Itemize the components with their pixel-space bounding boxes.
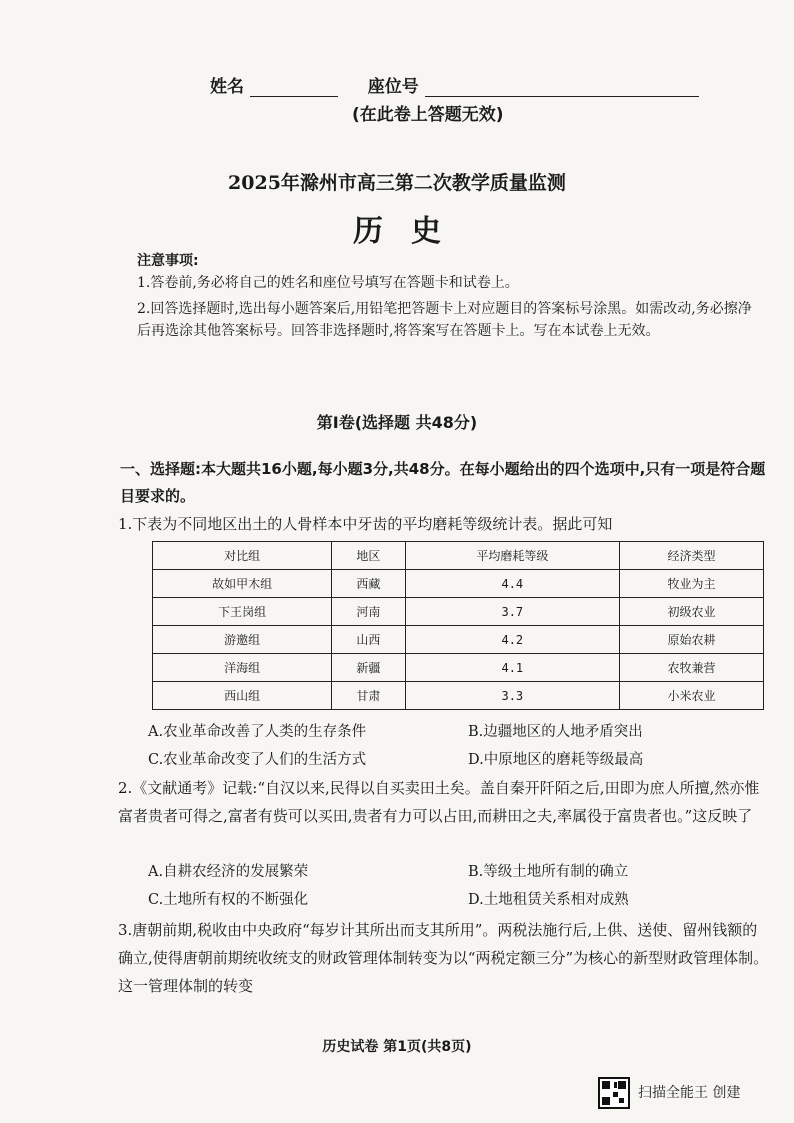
table-header-cell: 平均磨耗等级 <box>405 542 619 570</box>
notice-heading: 注意事项: <box>137 253 199 269</box>
q3-stem: 3.唐朝前期,税收由中央政府“每岁计其所出而支其所用”。两税法施行后,上供、送使、留州钱额的确立,使得唐朝前期统收统支的财政管理体制转变为以“两税定额三分”为核心的新型财政管理体制。这一管理体制的转变 <box>118 921 769 995</box>
table-cell: 西藏 <box>332 570 405 598</box>
table-cell: 4.4 <box>405 570 619 598</box>
table-cell: 农牧兼营 <box>620 654 764 682</box>
q1-option-b: B.边疆地区的人地矛盾突出 <box>468 724 643 740</box>
q1-option-a: A.农业革命改善了人类的生存条件 <box>148 724 367 740</box>
section-title: 第Ⅰ卷(选择题 共48分) <box>316 413 478 432</box>
table-cell: 3.3 <box>405 682 619 710</box>
student-info-line <box>210 72 699 97</box>
q2-option-a: A.自耕农经济的发展繁荣 <box>148 864 309 880</box>
seat-blank <box>425 78 699 97</box>
table-cell: 小米农业 <box>620 682 764 710</box>
q2-option-c: C.土地所有权的不断强化 <box>148 892 309 908</box>
exam-title: 2025年滁州市高三第二次教学质量监测 <box>228 172 566 194</box>
seat-label: 座位号 <box>367 77 419 97</box>
table-row <box>153 570 764 598</box>
invalid-note: (在此卷上答题无效) <box>352 105 504 125</box>
notice-item-2: 2.回答选择题时,选出每小题答案后,用铅笔把答题卡上对应题目的答案标号涂黑。如需改动,务必擦净后再选涂其他答案标号。回答非选择题时,将答案写在答题卡上。写在本试卷上无效。 <box>137 301 752 339</box>
q2-stem: 2.《文献通考》记载:“自汉以来,民得以自买卖田土矣。盖自秦开阡陌之后,田即为庶人所擅,然亦惟富者贵者可得之,富者有赀可以买田,贵者有力可以占田,而耕田之夫,率属役于富贵者也。”这反映了 <box>118 779 760 825</box>
table-row <box>153 682 764 710</box>
q1-table <box>152 541 764 710</box>
table-cell: 甘肃 <box>332 682 405 710</box>
table-cell: 山西 <box>332 626 405 654</box>
q1-option-c: C.农业革命改变了人们的生活方式 <box>148 752 367 768</box>
table-cell: 下王岗组 <box>153 598 332 626</box>
notice-item-1: 1.答卷前,务必将自己的姓名和座位号填写在答题卡和试卷上。 <box>137 275 519 291</box>
table-header-row <box>153 542 764 570</box>
table-cell: 4.2 <box>405 626 619 654</box>
subject-title: 历史 <box>353 214 469 249</box>
table-cell: 洋海组 <box>153 654 332 682</box>
table-cell: 新疆 <box>332 654 405 682</box>
q2-option-b: B.等级土地所有制的确立 <box>468 864 629 880</box>
scanner-watermark: 扫描全能王 创建 <box>638 1085 741 1101</box>
page-footer: 历史试卷 第1页(共8页) <box>322 1039 472 1055</box>
table-row <box>153 598 764 626</box>
table-cell: 4.1 <box>405 654 619 682</box>
table-cell: 河南 <box>332 598 405 626</box>
table-row <box>153 626 764 654</box>
section-intro: 一、选择题:本大题共16小题,每小题3分,共48分。在每小题给出的四个选项中,只有一项是符合题目要求的。 <box>120 460 766 505</box>
table-cell: 初级农业 <box>620 598 764 626</box>
table-cell: 故如甲木组 <box>153 570 332 598</box>
table-cell: 牧业为主 <box>620 570 764 598</box>
table-header-cell: 对比组 <box>153 542 332 570</box>
q1-option-d: D.中原地区的磨耗等级最高 <box>468 752 644 768</box>
table-cell: 西山组 <box>153 682 332 710</box>
name-blank <box>250 78 338 97</box>
table-cell: 3.7 <box>405 598 619 626</box>
table-header-cell: 经济类型 <box>620 542 764 570</box>
q1-stem: 1.下表为不同地区出土的人骨样本中牙齿的平均磨耗等级统计表。据此可知 <box>118 515 613 533</box>
qr-code-icon <box>598 1077 630 1109</box>
table-row <box>153 654 764 682</box>
table-header-cell: 地区 <box>332 542 405 570</box>
table-cell: 原始农耕 <box>620 626 764 654</box>
q2-option-d: D.土地租赁关系相对成熟 <box>468 892 629 908</box>
table-cell: 游邀组 <box>153 626 332 654</box>
name-label: 姓名 <box>210 77 244 97</box>
